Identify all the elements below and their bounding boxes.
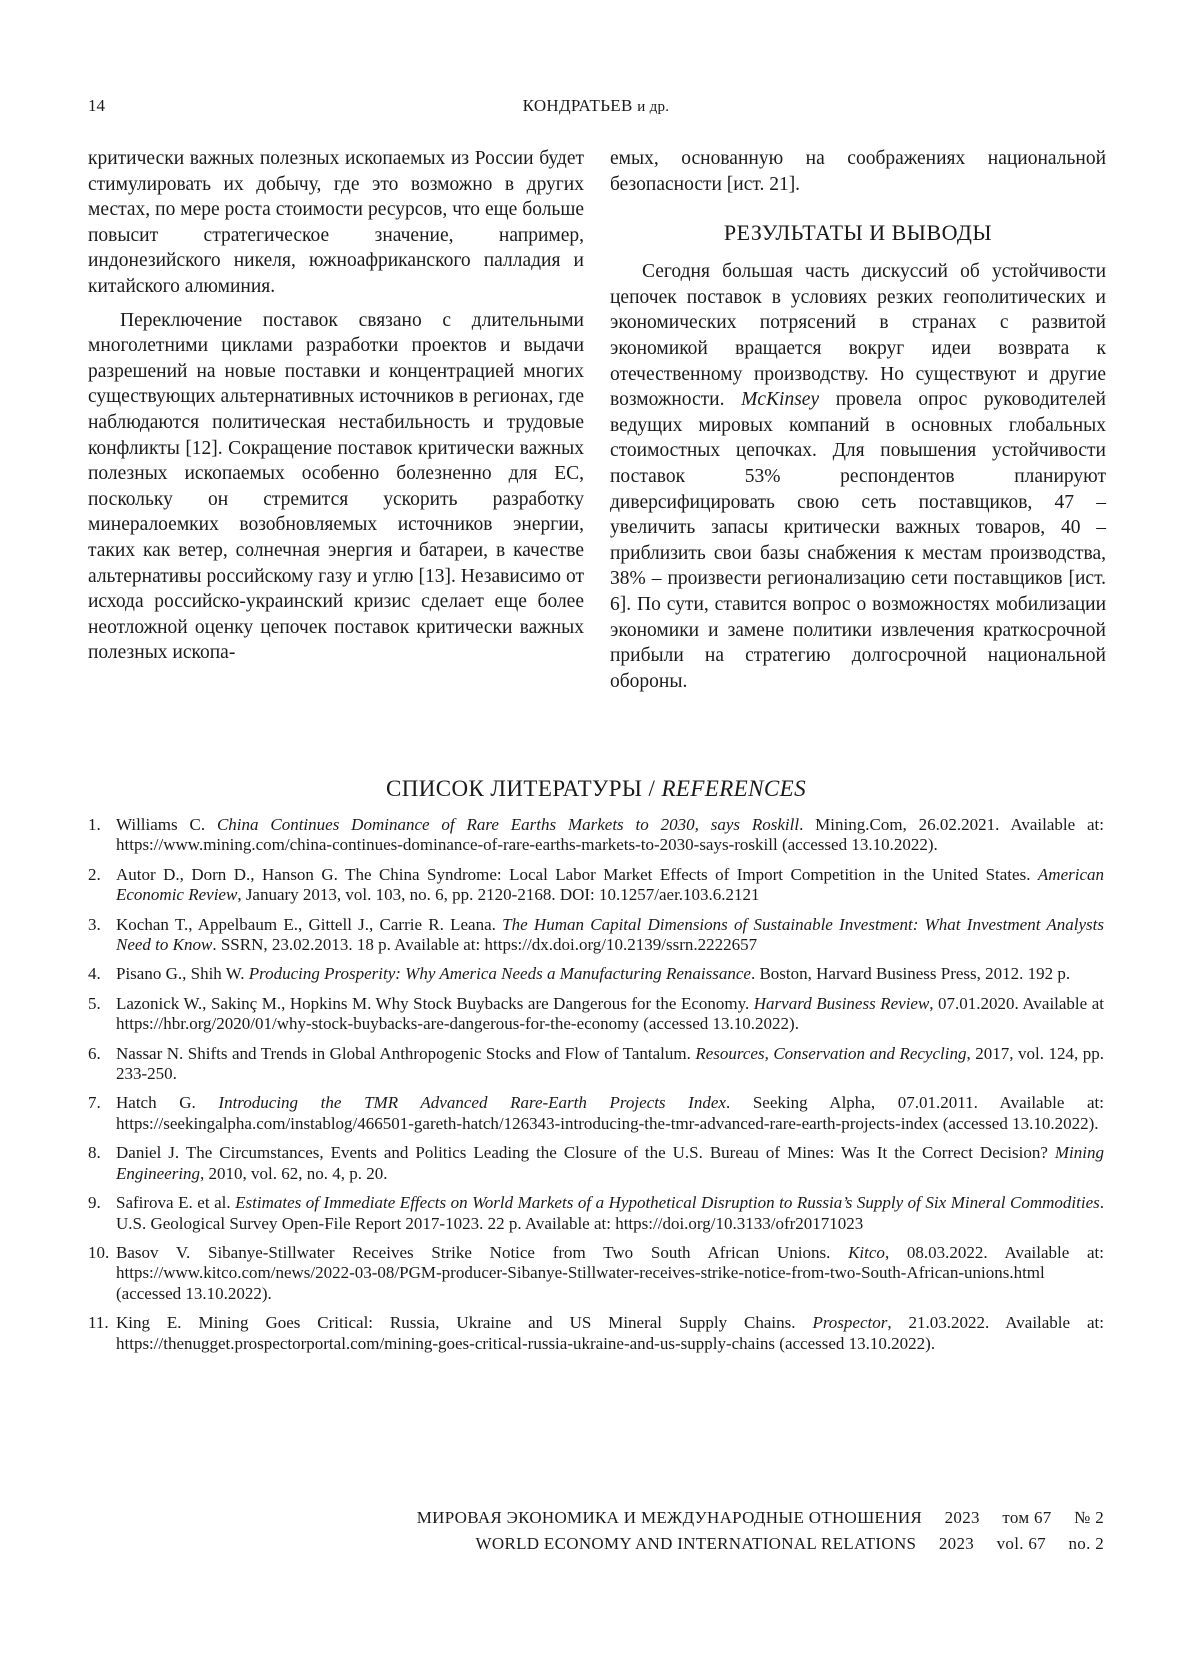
reference-number: 4.	[88, 964, 101, 984]
reference-text	[116, 1243, 1104, 1303]
reference-number: 9.	[88, 1193, 101, 1213]
reference-item	[88, 1093, 1104, 1134]
reference-italic: Producing Prosperity: Why America Needs a Manufacturing Renaissance	[248, 964, 751, 984]
reference-number: 10.	[88, 1242, 110, 1262]
reference-number: 1.	[88, 815, 101, 834]
reference-details: , 21.03.2022. Available at: https://thenugget.prospectorportal.com/mining-goes-critical-russia-ukraine-and-us-supply-chains (accessed 13.10.2022).	[116, 1313, 1104, 1353]
reference-details: . U.S. Geological Survey Open-File Report 2017-1023. 22 p. Available at: https://doi.org/10.3133/ofr20171023	[116, 1193, 1104, 1233]
reference-details: , 08.03.2022. Available at: https://www.kitco.com/news/2022-03-08/PGM-producer-Sibanye-Stillwater-receives-strike-notice-from-two-South-African-unions.html (accessed 13.10.2022).	[116, 1242, 1104, 1303]
references-title-en: REFERENCES	[661, 776, 806, 801]
reference-item	[88, 1243, 1104, 1304]
footer-en-year: 2023	[938, 1534, 975, 1553]
right-paragraph-1: емых, основанную на соображениях национальной безопасности [ист. 21].	[610, 148, 1106, 195]
footer-en-issue: no. 2	[1068, 1534, 1104, 1553]
reference-authors: Autor D., Dorn D., Hanson G. The China Syndrome: Local Labor Market Effects of Import Competition in the United States.	[116, 864, 1038, 884]
authors-suffix: и др.	[637, 99, 670, 115]
reference-text	[116, 1313, 1104, 1352]
footer-ru-year: 2023	[944, 1508, 980, 1527]
section-title: РЕЗУЛЬТАТЫ И ВЫВОДЫ	[723, 220, 993, 246]
reference-number: 2.	[88, 864, 101, 884]
right-column	[610, 146, 1106, 702]
reference-authors: Lazonick W., Sakinç M., Hopkins M. Why Stock Buybacks are Dangerous for the Economy.	[116, 993, 754, 1013]
reference-details: , January 2013, vol. 103, no. 6, pp. 2120-2168. DOI: 10.1257/aer.103.6.2121	[237, 885, 760, 905]
reference-text	[116, 1143, 1104, 1182]
reference-text	[116, 815, 1104, 854]
reference-authors: King E. Mining Goes Critical: Russia, Ukraine and US Mineral Supply Chains.	[116, 1313, 813, 1333]
reference-authors: Daniel J. The Circumstances, Events and Politics Leading the Closure of the U.S. Bureau of Mines: Was It the Correct Decision?	[116, 1143, 1055, 1163]
authors-name: КОНДРАТЬЕВ	[522, 96, 633, 115]
reference-text	[116, 964, 1070, 983]
reference-authors: Safirova E. et al.	[116, 1193, 236, 1213]
reference-details: , 2010, vol. 62, no. 4, p. 20.	[200, 1163, 388, 1183]
reference-authors: Nassar N. Shifts and Trends in Global Anthropogenic Stocks and Flow of Tantalum.	[116, 1043, 696, 1063]
reference-details: . SSRN, 23.02.2013. 18 p. Available at: https://dx.doi.org/10.2139/ssrn.2222657	[212, 935, 758, 955]
reference-text	[116, 915, 1104, 954]
reference-text	[116, 1193, 1104, 1232]
reference-item	[88, 994, 1104, 1035]
company-name: McKinsey	[741, 389, 820, 411]
left-paragraph-2: Переключение поставок связано с длительными многолетними циклами разработки проектов и выдачи разрешений на новые поставки и концентрацией многих существующих альтернативных источников в регионах, где наблюдаются политическая нестабильность и трудовые конфликты [12]. Сокращение поставок критически важных полезных ископаемых особенно болезненно для ЕС, поскольку он стремится ускорить разработку минералоемких возобновляемых источников энергии, таких как ветер, солнечная энергия и батареи, в качестве альтернативы российскому газу и углю [13]. Независимо от исхода российско-украинский кризис сделает еще более неотложной оценку цепочек поставок критически важных полезных ископа-	[88, 309, 584, 664]
reference-item	[88, 1044, 1104, 1085]
right-paragraph-2	[610, 259, 1106, 694]
reference-item	[88, 815, 1104, 856]
footer-en-volume: vol. 67	[996, 1534, 1046, 1553]
references-list	[88, 815, 1104, 1363]
reference-item	[88, 1193, 1104, 1234]
reference-authors: Kochan T., Appelbaum E., Gittell J., Carrie R. Leana.	[116, 914, 503, 934]
running-head-authors	[88, 96, 1104, 116]
reference-number: 11.	[88, 1313, 109, 1333]
reference-italic: Kitco	[848, 1242, 885, 1262]
reference-item	[88, 915, 1104, 956]
right-paragraph-2-part-a: Сегодня большая часть дискуссий об устойчивости цепочек поставок в условиях резких геополитических и экономических потрясений в странах с развитой экономикой вращается вокруг идеи возврата к отечественному производству. Но существуют и другие возможности.	[610, 261, 1106, 411]
running-head	[88, 96, 1104, 120]
reference-italic: Harvard Business Review	[753, 993, 930, 1013]
reference-item	[88, 865, 1104, 906]
footer-journal-en	[88, 1534, 1104, 1554]
reference-text	[116, 1044, 1104, 1083]
reference-authors: Hatch G.	[116, 1093, 219, 1113]
reference-text	[116, 1093, 1104, 1132]
reference-text	[116, 865, 1104, 904]
reference-italic: American Economic Review	[116, 864, 1104, 905]
reference-details: , 07.01.2020. Available at https://hbr.org/2020/01/why-stock-buybacks-are-dangerous-for-the-economy (accessed 13.10.2022).	[116, 993, 1104, 1034]
reference-details: . Boston, Harvard Business Press, 2012. 192 p.	[750, 964, 1071, 984]
footer-en-title: WORLD ECONOMY AND INTERNATIONAL RELATIONS	[475, 1534, 917, 1553]
footer-ru-issue: № 2	[1074, 1508, 1104, 1527]
reference-authors: Basov V. Sibanye-Stillwater Receives Strike Notice from Two South African Unions.	[116, 1242, 849, 1262]
page-number: 14	[88, 96, 105, 115]
reference-italic: Resources, Conservation and Recycling	[695, 1043, 967, 1063]
footer-ru-title: МИРОВАЯ ЭКОНОМИКА И МЕЖДУНАРОДНЫЕ ОТНОШЕНИЯ	[416, 1508, 923, 1527]
reference-authors: Pisano G., Shih W.	[116, 964, 249, 984]
reference-details: . Seeking Alpha, 07.01.2011. Available at: https://seekingalpha.com/instablog/466501-gareth-hatch/126343-introducing-the-tmr-advanced-rare-earth-projects-index (accessed 13.10.2022).	[116, 1093, 1104, 1133]
references-title	[88, 774, 1104, 804]
reference-item	[88, 1313, 1104, 1354]
right-paragraph-2-part-b: провела опрос руководителей ведущих мировых компаний в основных глобальных стоимостных цепочках. Для повышения устойчивости поставок 53% респондентов планируют диверсифицировать свою сеть поставщиков, 47 – увеличить запасы критически важных товаров, 40 – приблизить свои базы снабжения к местам производства, 38% – произвести регионализацию сети поставщиков [ист. 6]. По сути, ставится вопрос о возможностях мобилизации экономики и замене политики извлечения краткосрочной прибыли на стратегию долгосрочной национальной обороны.	[610, 389, 1106, 692]
reference-italic: The Human Capital Dimensions of Sustainable Investment: What Investment Analysts Need to Know	[116, 914, 1104, 955]
reference-italic: China Continues Dominance of Rare Earths Markets to 2030, says Roskill	[216, 815, 800, 834]
reference-authors: Williams C.	[116, 815, 217, 834]
reference-details: . Mining.Com, 26.02.2021. Available at: https://www.mining.com/china-continues-dominance-of-rare-earths-markets-to-2030-says-roskill (accessed 13.10.2022).	[116, 815, 1104, 855]
reference-item	[88, 1143, 1104, 1184]
footer-journal-ru	[88, 1508, 1104, 1528]
reference-number: 8.	[88, 1143, 101, 1163]
reference-text	[116, 994, 1104, 1033]
references-title-ru: СПИСОК ЛИТЕРАТУРЫ /	[386, 776, 662, 801]
left-paragraph-1: критически важных полезных ископаемых из России будет стимулировать их добычу, где это возможно в других местах, по мере роста стоимости ресурсов, что еще больше повысит стратегическое значение, например, индонезийского никеля, южноафриканского палладия и китайского алюминия.	[88, 148, 584, 297]
reference-number: 6.	[88, 1043, 101, 1063]
left-column	[88, 146, 584, 674]
footer-ru-volume: том 67	[1002, 1508, 1052, 1527]
reference-italic: Prospector	[812, 1313, 888, 1333]
reference-italic: Introducing the TMR Advanced Rare-Earth Projects Index	[218, 1093, 726, 1113]
reference-details: , 2017, vol. 124, pp. 233-250.	[116, 1043, 1104, 1084]
reference-number: 3.	[88, 914, 101, 934]
reference-item	[88, 964, 1104, 984]
reference-number: 5.	[88, 993, 101, 1013]
reference-number: 7.	[88, 1093, 101, 1113]
reference-italic: Estimates of Immediate Effects on World Markets of a Hypothetical Disruption to Russia’s Supply of Six Mineral Commodities	[235, 1193, 1100, 1213]
reference-italic: Mining Engineering	[116, 1143, 1104, 1183]
